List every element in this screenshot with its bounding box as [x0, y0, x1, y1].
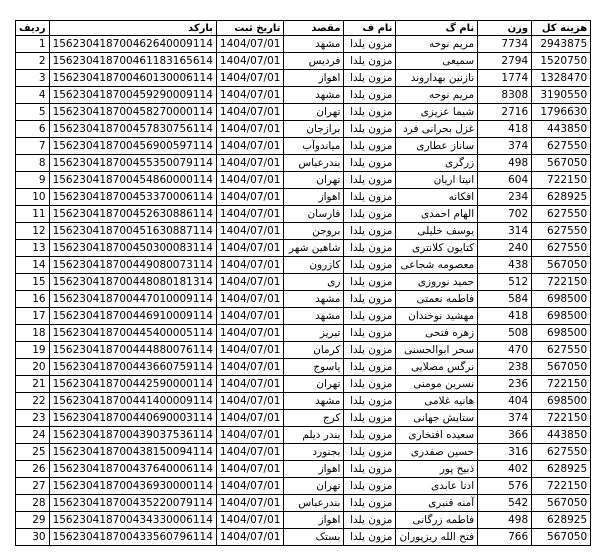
destination-cell: بروجن [284, 223, 344, 240]
sender-name-cell: مزون یلدا [344, 461, 396, 478]
header-barcode: بارکد [49, 21, 216, 36]
table-header [16, 21, 591, 36]
row-number-cell: 26 [16, 461, 50, 478]
barcode-cell: 156230418700447010009114 [49, 291, 216, 308]
total-cost-cell: 3190550 [532, 87, 591, 104]
sender-name-cell: مزون یلدا [344, 427, 396, 444]
sender-name-cell: مزون یلدا [344, 291, 396, 308]
header-date: تاریخ ثبت [216, 21, 284, 36]
row-number-cell: 3 [16, 70, 50, 87]
date-cell: 1404/07/01 [216, 308, 284, 325]
weight-cell: 238 [478, 359, 532, 376]
receiver-name-cell: حسین صفدری [396, 444, 478, 461]
weight-cell: 234 [478, 189, 532, 206]
destination-cell: یاسوج [284, 359, 344, 376]
table-row [16, 87, 591, 104]
sender-name-cell: مزون یلدا [344, 393, 396, 410]
total-cost-cell: 722150 [532, 478, 591, 495]
barcode-cell: 156230418700440690003114 [49, 410, 216, 427]
barcode-cell: 156230418700444880076114 [49, 342, 216, 359]
weight-cell: 314 [478, 223, 532, 240]
destination-cell: میاندوآب [284, 138, 344, 155]
sender-name-cell: مزون یلدا [344, 70, 396, 87]
weight-cell: 604 [478, 172, 532, 189]
barcode-cell: 156230418700445400005114 [49, 325, 216, 342]
destination-cell: اهواز [284, 70, 344, 87]
weight-cell: 2716 [478, 104, 532, 121]
date-cell: 1404/07/01 [216, 342, 284, 359]
date-cell: 1404/07/01 [216, 223, 284, 240]
total-cost-cell: 567050 [532, 529, 591, 546]
total-cost-cell: 627550 [532, 223, 591, 240]
barcode-cell: 156230418700446910009114 [49, 308, 216, 325]
shipment-report-sheet [15, 20, 591, 546]
sender-name-cell: مزون یلدا [344, 342, 396, 359]
row-number-cell: 30 [16, 529, 50, 546]
sender-name-cell: مزون یلدا [344, 189, 396, 206]
receiver-name-cell: فاطمه نعمتی [396, 291, 478, 308]
date-cell: 1404/07/01 [216, 444, 284, 461]
row-number-cell: 20 [16, 359, 50, 376]
destination-cell: بستک [284, 529, 344, 546]
row-number-cell: 16 [16, 291, 50, 308]
total-cost-cell: 722150 [532, 172, 591, 189]
receiver-name-cell: غزل بحرانی فرد [396, 121, 478, 138]
receiver-name-cell: حمید نوروزی [396, 274, 478, 291]
receiver-name-cell: هانیه غلامی [396, 393, 478, 410]
receiver-name-cell: نسرین مومنی [396, 376, 478, 393]
weight-cell: 2794 [478, 53, 532, 70]
date-cell: 1404/07/01 [216, 189, 284, 206]
total-cost-cell: 722150 [532, 376, 591, 393]
table-row [16, 427, 591, 444]
barcode-cell: 156230418700459290009114 [49, 87, 216, 104]
row-number-cell: 4 [16, 87, 50, 104]
weight-cell: 402 [478, 461, 532, 478]
table-row [16, 155, 591, 172]
date-cell: 1404/07/01 [216, 325, 284, 342]
date-cell: 1404/07/01 [216, 206, 284, 223]
table-row [16, 36, 591, 53]
weight-cell: 498 [478, 155, 532, 172]
total-cost-cell: 443850 [532, 427, 591, 444]
receiver-name-cell: الهام احمدی [396, 206, 478, 223]
total-cost-cell: 567050 [532, 359, 591, 376]
total-cost-cell: 627550 [532, 240, 591, 257]
table-row [16, 308, 591, 325]
table-row [16, 478, 591, 495]
total-cost-cell: 698500 [532, 291, 591, 308]
date-cell: 1404/07/01 [216, 70, 284, 87]
header-total-cost: هزینه کل [532, 21, 591, 36]
receiver-name-cell: شیما عزیزی [396, 104, 478, 121]
date-cell: 1404/07/01 [216, 529, 284, 546]
table-row [16, 104, 591, 121]
table-row [16, 325, 591, 342]
barcode-cell: 156230418700443660759114 [49, 359, 216, 376]
barcode-cell: 156230418700435220079114 [49, 495, 216, 512]
barcode-cell: 156230418700441400009114 [49, 393, 216, 410]
barcode-cell: 156230418700434330006114 [49, 512, 216, 529]
destination-cell: فارسان [284, 206, 344, 223]
barcode-cell: 156230418700456900597114 [49, 138, 216, 155]
shipment-table [15, 20, 591, 546]
sender-name-cell: مزون یلدا [344, 172, 396, 189]
sender-name-cell: مزون یلدا [344, 325, 396, 342]
sender-name-cell: مزون یلدا [344, 444, 396, 461]
table-row [16, 512, 591, 529]
destination-cell: مشهد [284, 291, 344, 308]
date-cell: 1404/07/01 [216, 512, 284, 529]
weight-cell: 374 [478, 410, 532, 427]
row-number-cell: 25 [16, 444, 50, 461]
sender-name-cell: مزون یلدا [344, 104, 396, 121]
destination-cell: اهواز [284, 461, 344, 478]
weight-cell: 374 [478, 138, 532, 155]
destination-cell: مشهد [284, 393, 344, 410]
row-number-cell: 15 [16, 274, 50, 291]
barcode-cell: 156230418700457830756114 [49, 121, 216, 138]
total-cost-cell: 722150 [532, 410, 591, 427]
table-row [16, 342, 591, 359]
receiver-name-cell: سحر ابوالحسنی [396, 342, 478, 359]
sender-name-cell: مزون یلدا [344, 87, 396, 104]
row-number-cell: 29 [16, 512, 50, 529]
date-cell: 1404/07/01 [216, 495, 284, 512]
barcode-cell: 156230418700453370006114 [49, 189, 216, 206]
row-number-cell: 10 [16, 189, 50, 206]
receiver-name-cell: ادنا عابدی [396, 478, 478, 495]
total-cost-cell: 698500 [532, 325, 591, 342]
weight-cell: 542 [478, 495, 532, 512]
table-row [16, 444, 591, 461]
date-cell: 1404/07/01 [216, 291, 284, 308]
receiver-name-cell: سمیعی [396, 53, 478, 70]
table-row [16, 138, 591, 155]
table-row [16, 189, 591, 206]
receiver-name-cell: زرگری [396, 155, 478, 172]
total-cost-cell: 627550 [532, 444, 591, 461]
table-row [16, 393, 591, 410]
total-cost-cell: 567050 [532, 155, 591, 172]
receiver-name-cell: مریم نوحه [396, 36, 478, 53]
total-cost-cell: 1796630 [532, 104, 591, 121]
receiver-name-cell: فتح الله ریزپوران [396, 529, 478, 546]
weight-cell: 498 [478, 512, 532, 529]
total-cost-cell: 443850 [532, 121, 591, 138]
sender-name-cell: مزون یلدا [344, 257, 396, 274]
barcode-cell: 156230418700433560796114 [49, 529, 216, 546]
header-row-number: ردیف [16, 21, 50, 36]
destination-cell: تهران [284, 172, 344, 189]
receiver-name-cell: ذبیح پور [396, 461, 478, 478]
date-cell: 1404/07/01 [216, 359, 284, 376]
table-row [16, 121, 591, 138]
total-cost-cell: 2943875 [532, 36, 591, 53]
table-row [16, 410, 591, 427]
sender-name-cell: مزون یلدا [344, 138, 396, 155]
sender-name-cell: مزون یلدا [344, 274, 396, 291]
receiver-name-cell: ستایش جهانی [396, 410, 478, 427]
destination-cell: ری [284, 274, 344, 291]
weight-cell: 1774 [478, 70, 532, 87]
date-cell: 1404/07/01 [216, 172, 284, 189]
row-number-cell: 8 [16, 155, 50, 172]
barcode-cell: 156230418700449080073114 [49, 257, 216, 274]
receiver-name-cell: فاطمه زرگانی [396, 512, 478, 529]
receiver-name-cell: نازنین بهداروند [396, 70, 478, 87]
table-row [16, 461, 591, 478]
table-body [16, 36, 591, 546]
total-cost-cell: 1328470 [532, 70, 591, 87]
receiver-name-cell: ساناز عطاری [396, 138, 478, 155]
row-number-cell: 28 [16, 495, 50, 512]
row-number-cell: 17 [16, 308, 50, 325]
sender-name-cell: مزون یلدا [344, 478, 396, 495]
total-cost-cell: 567050 [532, 257, 591, 274]
destination-cell: شاهین شهر [284, 240, 344, 257]
destination-cell: بندرعباس [284, 155, 344, 172]
date-cell: 1404/07/01 [216, 36, 284, 53]
row-number-cell: 21 [16, 376, 50, 393]
receiver-name-cell: معصومه شجاعی [396, 257, 478, 274]
destination-cell: کازرون [284, 257, 344, 274]
sender-name-cell: مزون یلدا [344, 223, 396, 240]
destination-cell: مشهد [284, 87, 344, 104]
receiver-name-cell: نرگس مصلایی [396, 359, 478, 376]
row-number-cell: 23 [16, 410, 50, 427]
sender-name-cell: مزون یلدا [344, 410, 396, 427]
weight-cell: 316 [478, 444, 532, 461]
receiver-name-cell: انیتا اریان [396, 172, 478, 189]
sender-name-cell: مزون یلدا [344, 155, 396, 172]
destination-cell: کرج [284, 410, 344, 427]
total-cost-cell: 627550 [532, 206, 591, 223]
date-cell: 1404/07/01 [216, 257, 284, 274]
total-cost-cell: 627550 [532, 138, 591, 155]
weight-cell: 366 [478, 427, 532, 444]
table-row [16, 291, 591, 308]
sender-name-cell: مزون یلدا [344, 206, 396, 223]
barcode-cell: 156230418700454860000114 [49, 172, 216, 189]
row-number-cell: 27 [16, 478, 50, 495]
row-number-cell: 1 [16, 36, 50, 53]
weight-cell: 438 [478, 257, 532, 274]
date-cell: 1404/07/01 [216, 53, 284, 70]
sender-name-cell: مزون یلدا [344, 308, 396, 325]
sender-name-cell: مزون یلدا [344, 36, 396, 53]
table-row [16, 223, 591, 240]
destination-cell: بندر دیلم [284, 427, 344, 444]
weight-cell: 240 [478, 240, 532, 257]
sender-name-cell: مزون یلدا [344, 240, 396, 257]
date-cell: 1404/07/01 [216, 104, 284, 121]
total-cost-cell: 628925 [532, 189, 591, 206]
header-sender-name: نام ف [344, 21, 396, 36]
weight-cell: 576 [478, 478, 532, 495]
total-cost-cell: 628925 [532, 512, 591, 529]
row-number-cell: 5 [16, 104, 50, 121]
total-cost-cell: 698500 [532, 308, 591, 325]
weight-cell: 418 [478, 121, 532, 138]
table-row [16, 240, 591, 257]
table-row [16, 529, 591, 546]
date-cell: 1404/07/01 [216, 461, 284, 478]
date-cell: 1404/07/01 [216, 87, 284, 104]
weight-cell: 8308 [478, 87, 532, 104]
header-weight: وزن [478, 21, 532, 36]
date-cell: 1404/07/01 [216, 274, 284, 291]
sender-name-cell: مزون یلدا [344, 359, 396, 376]
header-receiver-name: نام گ [396, 21, 478, 36]
date-cell: 1404/07/01 [216, 478, 284, 495]
table-row [16, 70, 591, 87]
barcode-cell: 156230418700460130006114 [49, 70, 216, 87]
receiver-name-cell: یوسف خلیلی [396, 223, 478, 240]
receiver-name-cell: سعیده افتخاری [396, 427, 478, 444]
total-cost-cell: 722150 [532, 274, 591, 291]
total-cost-cell: 698500 [532, 393, 591, 410]
weight-cell: 470 [478, 342, 532, 359]
destination-cell: بجنورد [284, 444, 344, 461]
weight-cell: 418 [478, 308, 532, 325]
destination-cell: مشهد [284, 308, 344, 325]
table-row [16, 206, 591, 223]
sender-name-cell: مزون یلدا [344, 529, 396, 546]
total-cost-cell: 627550 [532, 342, 591, 359]
sender-name-cell: مزون یلدا [344, 512, 396, 529]
row-number-cell: 24 [16, 427, 50, 444]
barcode-cell: 156230418700439037536114 [49, 427, 216, 444]
barcode-cell: 156230418700452630886114 [49, 206, 216, 223]
row-number-cell: 19 [16, 342, 50, 359]
barcode-cell: 156230418700462640009114 [49, 36, 216, 53]
table-row [16, 274, 591, 291]
receiver-name-cell: کتایون کلانتری [396, 240, 478, 257]
table-row [16, 53, 591, 70]
barcode-cell: 156230418700436930000114 [49, 478, 216, 495]
sender-name-cell: مزون یلدا [344, 121, 396, 138]
barcode-cell: 156230418700458270000114 [49, 104, 216, 121]
sender-name-cell: مزون یلدا [344, 376, 396, 393]
destination-cell: برازجان [284, 121, 344, 138]
row-number-cell: 13 [16, 240, 50, 257]
destination-cell: کرمان [284, 342, 344, 359]
row-number-cell: 6 [16, 121, 50, 138]
sender-name-cell: مزون یلدا [344, 53, 396, 70]
header-destination: مقصد [284, 21, 344, 36]
destination-cell: مشهد [284, 36, 344, 53]
date-cell: 1404/07/01 [216, 121, 284, 138]
barcode-cell: 156230418700451630887114 [49, 223, 216, 240]
date-cell: 1404/07/01 [216, 376, 284, 393]
row-number-cell: 9 [16, 172, 50, 189]
barcode-cell: 156230418700450300083114 [49, 240, 216, 257]
row-number-cell: 12 [16, 223, 50, 240]
weight-cell: 766 [478, 529, 532, 546]
weight-cell: 512 [478, 274, 532, 291]
date-cell: 1404/07/01 [216, 427, 284, 444]
row-number-cell: 18 [16, 325, 50, 342]
weight-cell: 584 [478, 291, 532, 308]
sender-name-cell: مزون یلدا [344, 495, 396, 512]
receiver-name-cell: زهره فتحی [396, 325, 478, 342]
row-number-cell: 22 [16, 393, 50, 410]
date-cell: 1404/07/01 [216, 410, 284, 427]
weight-cell: 404 [478, 393, 532, 410]
barcode-cell: 156230418700448080181314 [49, 274, 216, 291]
weight-cell: 702 [478, 206, 532, 223]
barcode-cell: 156230418700455350079114 [49, 155, 216, 172]
table-row [16, 359, 591, 376]
row-number-cell: 11 [16, 206, 50, 223]
table-row [16, 376, 591, 393]
row-number-cell: 14 [16, 257, 50, 274]
date-cell: 1404/07/01 [216, 138, 284, 155]
table-row [16, 172, 591, 189]
destination-cell: اهواز [284, 189, 344, 206]
receiver-name-cell: مهشید نوخندان [396, 308, 478, 325]
weight-cell: 7734 [478, 36, 532, 53]
weight-cell: 236 [478, 376, 532, 393]
table-row [16, 257, 591, 274]
date-cell: 1404/07/01 [216, 393, 284, 410]
barcode-cell: 156230418700461183165614 [49, 53, 216, 70]
date-cell: 1404/07/01 [216, 240, 284, 257]
total-cost-cell: 628925 [532, 461, 591, 478]
receiver-name-cell: مریم نوحه [396, 87, 478, 104]
date-cell: 1404/07/01 [216, 155, 284, 172]
destination-cell: تهران [284, 376, 344, 393]
destination-cell: تهران [284, 104, 344, 121]
destination-cell: تبریز [284, 325, 344, 342]
row-number-cell: 2 [16, 53, 50, 70]
barcode-cell: 156230418700437640006114 [49, 461, 216, 478]
table-row [16, 495, 591, 512]
barcode-cell: 156230418700442590000114 [49, 376, 216, 393]
row-number-cell: 7 [16, 138, 50, 155]
weight-cell: 508 [478, 325, 532, 342]
receiver-name-cell: آمنه قنبری [396, 495, 478, 512]
destination-cell: فردیس [284, 53, 344, 70]
header-row [16, 21, 591, 36]
total-cost-cell: 1520750 [532, 53, 591, 70]
destination-cell: تهران [284, 478, 344, 495]
destination-cell: اهواز [284, 512, 344, 529]
receiver-name-cell: افکانه [396, 189, 478, 206]
barcode-cell: 156230418700438150094114 [49, 444, 216, 461]
destination-cell: بندرعباس [284, 495, 344, 512]
total-cost-cell: 567050 [532, 495, 591, 512]
